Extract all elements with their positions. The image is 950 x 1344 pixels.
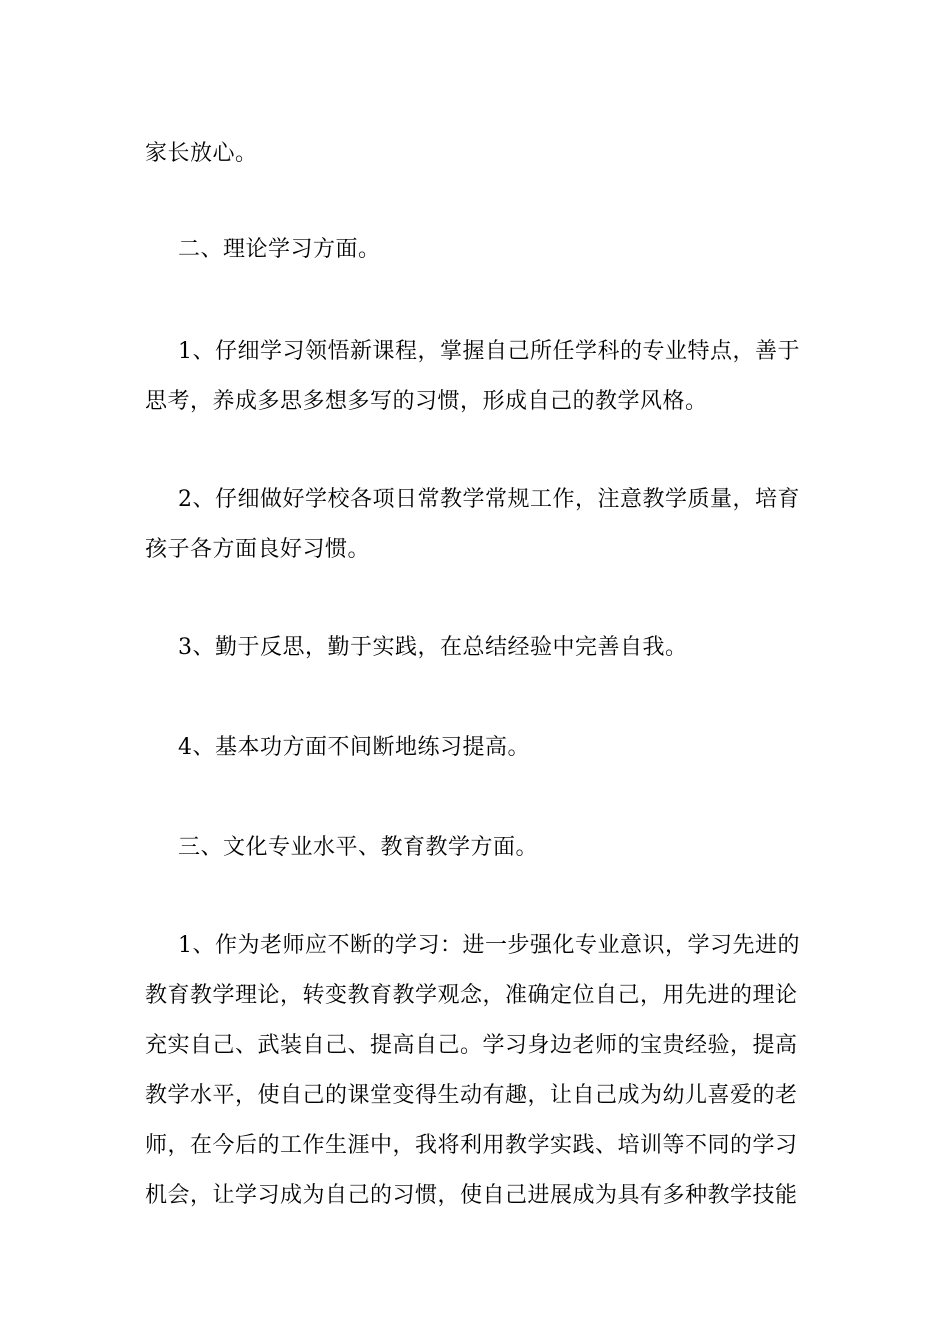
text-line: 教学水平，使自己的课堂变得生动有趣，让自己成为幼儿喜爱的老 xyxy=(145,1083,798,1108)
text-line: 1、作为老师应不断的学习：进一步强化专业意识，学习先进的 xyxy=(178,933,800,958)
text-line: 思考，养成多思多想多写的习惯，形成自己的教学风格。 xyxy=(145,389,708,414)
text-line: 2、仔细做好学校各项日常教学常规工作，注意教学质量，培育 xyxy=(178,487,800,512)
text-line: 机会，让学习成为自己的习惯，使自己进展成为具有多种教学技能 xyxy=(145,1183,798,1208)
text-line: 孩子各方面良好习惯。 xyxy=(145,537,371,562)
text-line: 1、仔细学习领悟新课程，掌握自己所任学科的专业特点，善于 xyxy=(178,339,800,364)
text-line: 4、基本功方面不间断地练习提高。 xyxy=(178,735,530,760)
text-line: 家长放心。 xyxy=(145,141,258,166)
text-line: 3、勤于反思，勤于实践，在总结经验中完善自我。 xyxy=(178,635,688,660)
text-line: 教育教学理论，转变教育教学观念，准确定位自己，用先进的理论 xyxy=(145,983,798,1008)
section-heading: 二、理论学习方面。 xyxy=(178,237,381,262)
text-line: 充实自己、武装自己、提高自己。学习身边老师的宝贵经验，提高 xyxy=(145,1033,798,1058)
text-line: 师，在今后的工作生涯中，我将利用教学实践、培训等不同的学习 xyxy=(145,1133,798,1158)
section-heading: 三、文化专业水平、教育教学方面。 xyxy=(178,835,539,860)
